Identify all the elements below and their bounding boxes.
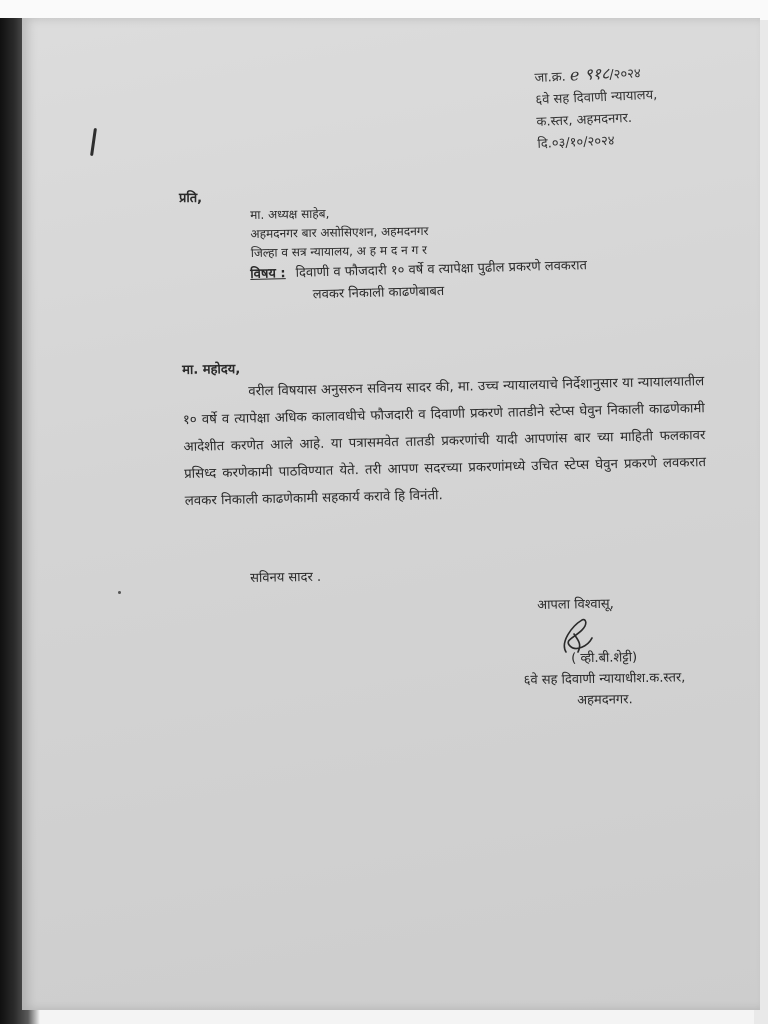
reference-date: दि.०३/१०/२०२४ xyxy=(537,133,615,152)
subject-label: विषय : xyxy=(250,266,286,282)
reference-office: ६वे सह दिवाणी न्यायालय, xyxy=(535,87,658,108)
recipient-line-2: अहमदनगर बार असोसिएशन, अहमदनगर xyxy=(250,223,429,241)
recipient-line-3: जिल्हा व सत्र न्यायालय, अ ह म द न ग र xyxy=(250,242,428,260)
letter-body xyxy=(182,368,707,515)
signatory-designation: ६वे सह दिवाणी न्यायाधीश.क.स्तर, xyxy=(523,670,686,689)
subject-line-1: दिवाणी व फौजदारी १० वर्षे व त्यापेक्षा पुढील प्रकरणे लवकरात xyxy=(295,258,588,281)
recipient-line-1: मा. अध्यक्ष साहेब, xyxy=(250,206,330,222)
signatory-name: ( व्ही.बी.शेट्टी) xyxy=(571,650,638,667)
reference-level: क.स्तर, अहमदनगर. xyxy=(536,110,633,130)
reference-number-suffix: /२०२४ xyxy=(609,66,642,83)
signatory-block xyxy=(474,645,735,713)
signatory-place: अहमदनगर. xyxy=(577,692,633,709)
reference-number-handwritten: e ९१८ xyxy=(569,63,610,85)
reference-block xyxy=(534,57,738,156)
recipient-label: प्रति, xyxy=(179,191,203,206)
margin-pen-mark xyxy=(90,128,97,156)
letter-body-text: वरील विषयास अनुसरुन सविनय सादर की, मा. उच्च न्यायालयाचे निर्देशानुसार या न्यायालयातील १० वर्षे व त्यापेक्षा अधिक कालावधीचे फौजदारी व दिवाणी प्रकरणे तातडीने स्टेप्स घेवुन निकाली काढणेकामी आदेशीत करणेत आले आहे. या पत्रासमवेत तातडी प्रकरणांची यादी आपणांस बार च्या माहिती फलकावर प्रसिध्द करणेकामी पाठविण्यात येते. तरी आपण सदरच्या प्रकरणांमध्ये उचित स्टेप्स घेवुन प्रकरणे लवकरात लवकर निकाली काढणेकामी सहकार्य करावे हि विनंती. xyxy=(182,374,707,509)
subject-line-2: लवकर निकाली काढणेबाबत xyxy=(312,283,445,303)
closing-line: सविनय सादर . xyxy=(250,569,322,586)
yours-faithfully: आपला विश्वासू, xyxy=(537,596,614,613)
reference-number-label: जा.क्र. xyxy=(534,69,567,86)
salutation: मा. महोदय, xyxy=(182,361,241,378)
recipient-address xyxy=(250,203,429,263)
letter-page xyxy=(22,18,760,1010)
scan-top-margin xyxy=(0,0,768,20)
stray-speck xyxy=(118,591,121,594)
